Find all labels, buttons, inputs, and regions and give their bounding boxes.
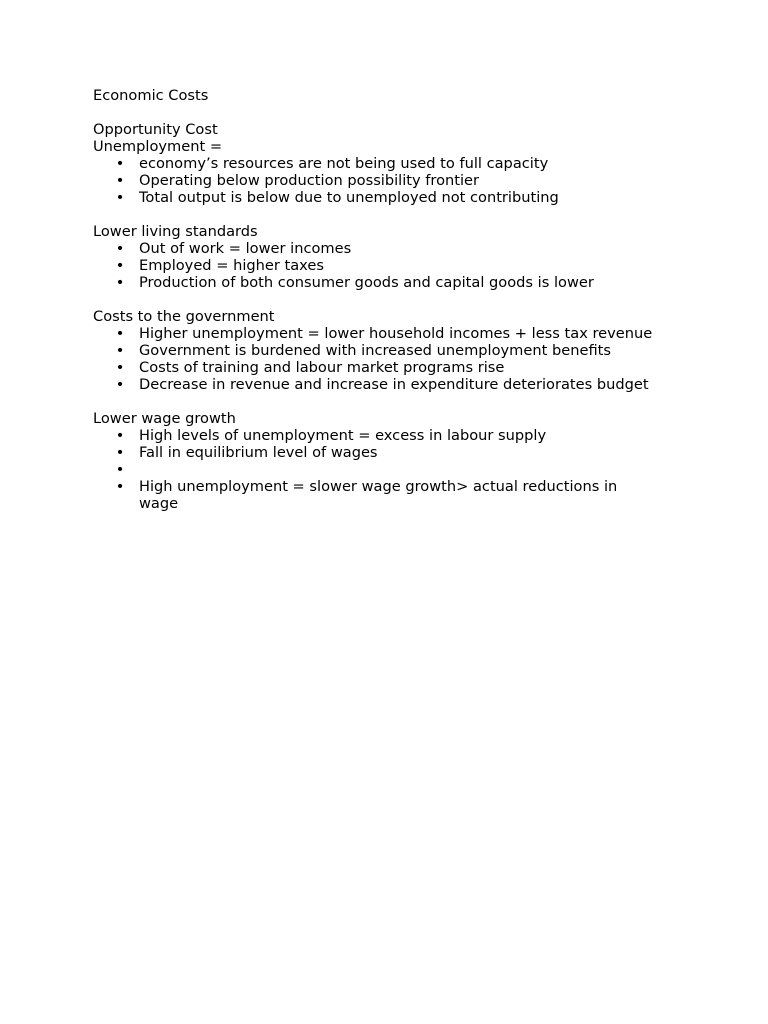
section-heading: Opportunity Cost xyxy=(93,121,218,138)
list-item xyxy=(93,274,653,291)
blank-line xyxy=(93,104,653,121)
blank-line xyxy=(93,393,653,410)
blank-line xyxy=(93,206,653,223)
section-lower-living-standards xyxy=(93,223,653,291)
list-item-text: Decrease in revenue and increase in expenditure deteriorates budget xyxy=(139,376,649,393)
bullet-list xyxy=(93,155,653,206)
list-item-text: Total output is below due to unemployed not contributing xyxy=(139,189,559,206)
list-item-text: Operating below production possibility frontier xyxy=(139,172,480,189)
list-item-text: Fall in equilibrium level of wages xyxy=(139,444,378,461)
bullet-list xyxy=(93,240,653,291)
list-item xyxy=(93,189,653,206)
list-item xyxy=(93,444,653,461)
bullet-icon: • xyxy=(115,427,125,444)
list-item xyxy=(93,376,653,393)
list-item xyxy=(93,461,653,478)
bullet-icon: • xyxy=(115,325,125,342)
bullet-icon: • xyxy=(115,274,125,291)
section-opportunity-cost xyxy=(93,121,653,206)
list-item xyxy=(93,427,653,444)
list-item xyxy=(93,240,653,257)
bullet-icon: • xyxy=(115,444,125,461)
bullet-list xyxy=(93,325,653,393)
list-item-text: Production of both consumer goods and capital goods is lower xyxy=(139,274,594,291)
bullet-icon: • xyxy=(115,478,125,495)
list-item-text: High unemployment = slower wage growth> actual reductions in wage xyxy=(139,478,618,512)
list-item-text: Government is burdened with increased unemployment benefits xyxy=(139,342,611,359)
bullet-icon: • xyxy=(115,189,125,206)
bullet-icon: • xyxy=(115,155,125,172)
list-item-text: Higher unemployment = lower household incomes + less tax revenue xyxy=(139,325,653,342)
list-item xyxy=(93,257,653,274)
list-item-text: Employed = higher taxes xyxy=(139,257,324,274)
section-heading: Costs to the government xyxy=(93,308,275,325)
list-item-text: economy’s resources are not being used to full capacity xyxy=(139,155,549,172)
bullet-icon: • xyxy=(115,240,125,257)
section-costs-to-government xyxy=(93,308,653,393)
list-item xyxy=(93,359,653,376)
list-item xyxy=(93,155,653,172)
bullet-icon: • xyxy=(115,461,125,478)
list-item xyxy=(93,325,653,342)
blank-line xyxy=(93,291,653,308)
bullet-list xyxy=(93,427,653,512)
document-page xyxy=(93,87,653,512)
list-item-text: High levels of unemployment = excess in labour supply xyxy=(139,427,547,444)
bullet-icon: • xyxy=(115,376,125,393)
section-heading: Lower living standards xyxy=(93,223,258,240)
section-heading: Lower wage growth xyxy=(93,410,236,427)
bullet-icon: • xyxy=(115,172,125,189)
list-item xyxy=(93,478,653,512)
section-subheading: Unemployment = xyxy=(93,138,223,155)
list-item-text: Costs of training and labour market programs rise xyxy=(139,359,505,376)
list-item xyxy=(93,172,653,189)
bullet-icon: • xyxy=(115,359,125,376)
list-item-text: Out of work = lower incomes xyxy=(139,240,352,257)
bullet-icon: • xyxy=(115,257,125,274)
list-item xyxy=(93,342,653,359)
section-lower-wage-growth xyxy=(93,410,653,512)
document-title: Economic Costs xyxy=(93,87,209,104)
bullet-icon: • xyxy=(115,342,125,359)
